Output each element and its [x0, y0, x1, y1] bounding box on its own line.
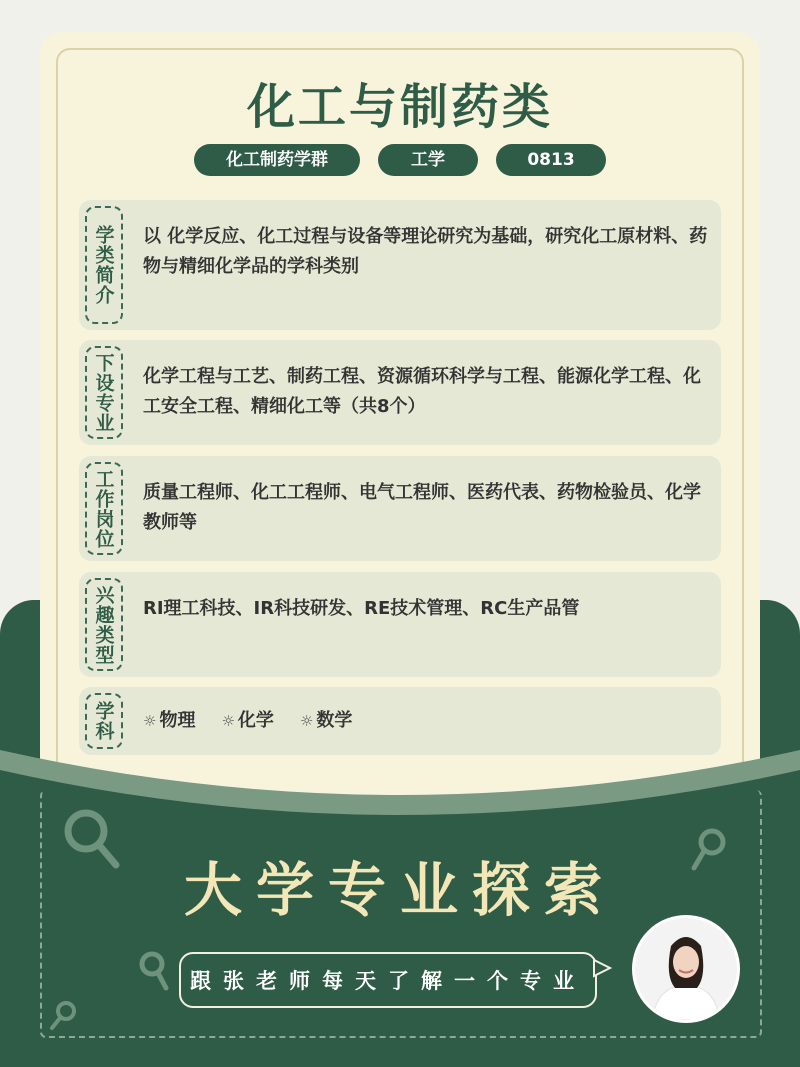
- row-text: 质量工程师、化工工程师、电气工程师、医药代表、药物检验员、化学教师等: [143, 482, 701, 533]
- row-label: 下设专业: [85, 346, 123, 439]
- row-label: 学类简介: [85, 206, 123, 324]
- row-majors: [79, 340, 721, 445]
- row-jobs: [79, 456, 721, 561]
- sun-icon: ☼: [221, 712, 235, 730]
- footer-headline: 大学专业探索: [183, 856, 616, 924]
- tag-cluster: 化工制药学群: [194, 144, 360, 176]
- row-text: 化学工程与工艺、制药工程、资源循环科学与工程、能源化学工程、化工安全工程、精细化工等（共8个）: [143, 366, 701, 417]
- speech-tail-icon: [592, 958, 612, 978]
- row-text: RI理工科技、IR科技研发、RE技术管理、RC生产品管: [143, 598, 580, 619]
- tag-code: 0813: [496, 144, 606, 176]
- row-label: 兴趣类型: [85, 578, 123, 671]
- subline-banner: [179, 952, 597, 1008]
- row-label: 工作岗位: [85, 462, 123, 555]
- subline-text: 跟张老师每天了解一个专业: [190, 969, 586, 993]
- tag-list: [0, 144, 800, 176]
- sun-icon: ☼: [299, 712, 314, 730]
- subject-item: ☼ 物理: [143, 710, 196, 731]
- row-label: 学科: [85, 693, 123, 749]
- subject-item: ☼ 化学: [221, 710, 274, 731]
- magnifier-icon: [46, 998, 80, 1032]
- subject-item: ☼ 数学: [299, 710, 353, 731]
- avatar-illustration: [635, 918, 737, 1020]
- teacher-avatar: [632, 915, 740, 1023]
- page-title: 化工与制药类: [246, 79, 553, 135]
- tag-discipline: 工学: [378, 144, 478, 176]
- magnifier-icon: [134, 948, 174, 996]
- row-text: 以 化学反应、化工过程与设备等理论研究为基础，研究化工原材料、药物与精细化学品的学科类别: [143, 226, 708, 277]
- row-intro: [79, 200, 721, 330]
- row-interest: [79, 572, 721, 677]
- sun-icon: ☼: [143, 712, 157, 730]
